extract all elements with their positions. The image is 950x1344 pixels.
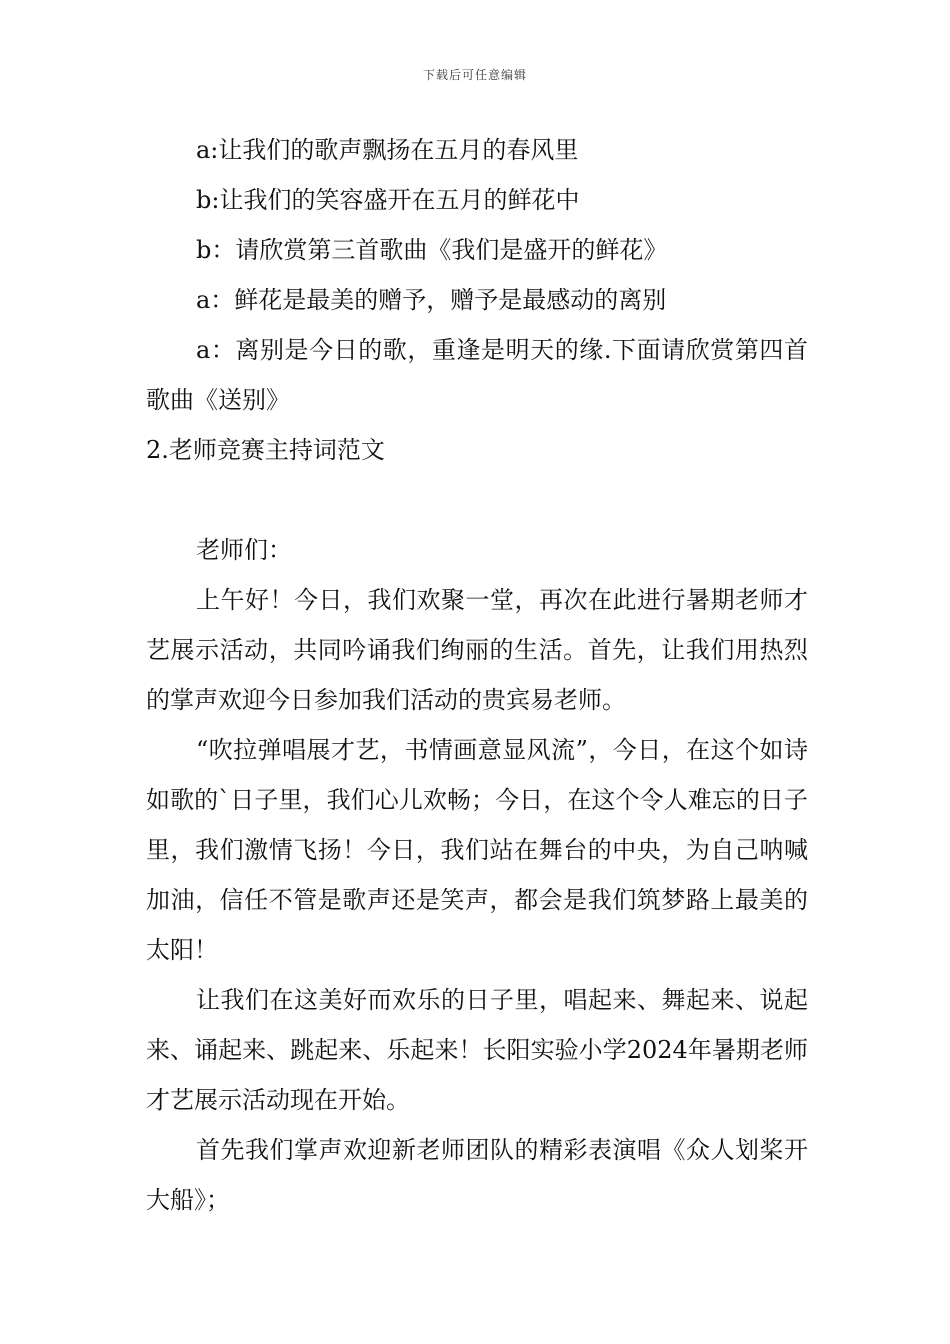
dialogue-line: b：请欣赏第三首歌曲《我们是盛开的鲜花》: [196, 236, 668, 264]
body-paragraph: 让我们在这美好而欢乐的日子里，唱起来、舞起来、说起来、诵起来、跳起来、乐起来！长阳实验小学2024年暑期老师才艺展示活动现在开始。: [146, 986, 808, 1114]
body-paragraph: “吹拉弹唱展才艺，书情画意显风流”，今日，在这个如诗如歌的`日子里，我们心儿欢畅；今日，在这个令人难忘的日子里，我们激情飞扬！今日，我们站在舞台的中央，为自己呐喊加油，信任不管是歌声还是笑声，都会是我们筑梦路上最美的太阳！: [146, 736, 808, 964]
dialogue-line: a:让我们的歌声飘扬在五月的春风里: [196, 136, 579, 164]
greeting: 老师们：: [196, 536, 292, 564]
dialogue-line: a：离别是今日的歌，重逢是明天的缘.下面请欣赏第四首歌曲《送别》: [146, 336, 808, 414]
body-paragraph: 上午好！今日，我们欢聚一堂，再次在此进行暑期老师才艺展示活动，共同吟诵我们绚丽的生活。首先，让我们用热烈的掌声欢迎今日参加我们活动的贵宾易老师。: [146, 586, 808, 714]
dialogue-line: a：鲜花是最美的赠予，赠予是最感动的离别: [196, 286, 667, 314]
blank-line: [146, 475, 808, 525]
dialogue-line: b:让我们的笑容盛开在五月的鲜花中: [196, 186, 580, 214]
document-body: [146, 125, 808, 1225]
section-title: 2.老师竞赛主持词范文: [146, 436, 385, 464]
body-paragraph: 首先我们掌声欢迎新老师团队的精彩表演唱《众人划桨开大船》；: [146, 1136, 808, 1214]
page-header-note: 下载后可任意编辑: [422, 68, 527, 82]
